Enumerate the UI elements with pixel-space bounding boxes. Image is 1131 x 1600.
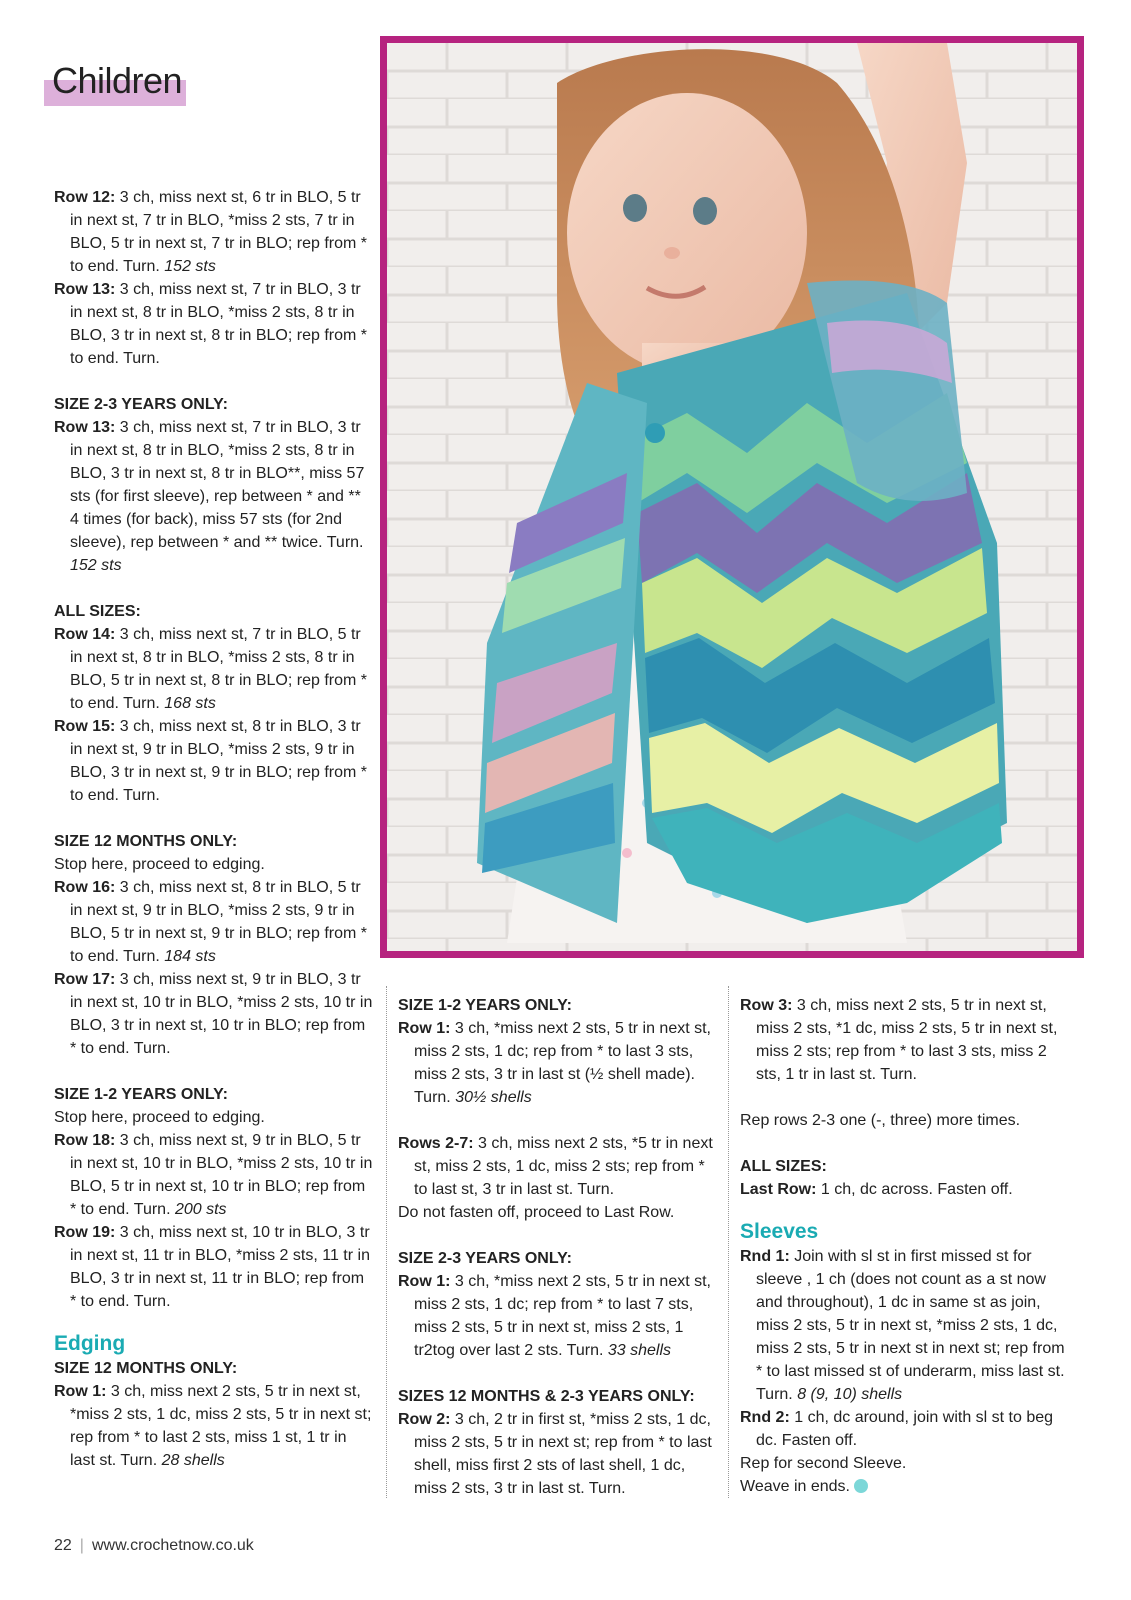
- size-heading: SIZE 12 MONTHS ONLY:: [54, 833, 238, 850]
- size-heading: ALL SIZES:: [54, 603, 141, 620]
- size-heading: SIZES 12 MONTHS & 2-3 YEARS ONLY:: [398, 1388, 695, 1405]
- instruction-row: Row 17: 3 ch, miss next st, 9 tr in BLO, 3 tr in next st, 10 tr in BLO, *miss 2 sts, 10 tr in BLO, 3 tr in next st, 10 tr in BLO; rep from * to end. Turn.: [54, 971, 373, 1057]
- size-heading: SIZE 12 MONTHS ONLY:: [54, 1360, 238, 1377]
- website-link[interactable]: www.crochetnow.co.uk: [91, 1537, 254, 1554]
- note-text: Stop here, proceed to edging.: [54, 1109, 265, 1126]
- note-text: Weave in ends.: [740, 1475, 1070, 1498]
- photo: [380, 36, 1084, 958]
- column-2: [398, 994, 716, 1500]
- size-heading: SIZE 1-2 YEARS ONLY:: [54, 1086, 228, 1103]
- instruction-row: Row 14: 3 ch, miss next st, 7 tr in BLO, 5 tr in next st, 8 tr in BLO, *miss 2 sts, 8 tr in BLO, 5 tr in next st, 8 tr in BLO; rep from * to end. Turn. 168 sts: [54, 626, 367, 712]
- size-heading: SIZE 2-3 YEARS ONLY:: [54, 396, 228, 413]
- child-cardigan-photo: [387, 43, 1077, 951]
- note-text: Stop here, proceed to edging.: [54, 856, 265, 873]
- yarn-ball-icon: [854, 1479, 868, 1493]
- size-heading: SIZE 1-2 YEARS ONLY:: [398, 997, 572, 1014]
- instruction-row: Row 1: 3 ch, miss next 2 sts, 5 tr in next st, *miss 2 sts, 1 dc, miss 2 sts, 5 tr in next st; rep from * to last 2 sts, miss 1 st, 1 tr in last st. Turn. 28 shells: [54, 1383, 372, 1469]
- note-text: Rep for second Sleeve.: [740, 1455, 907, 1472]
- instruction-row: Row 13: 3 ch, miss next st, 7 tr in BLO, 3 tr in next st, 8 tr in BLO, *miss 2 sts, 8 tr in BLO, 3 tr in next st, 8 tr in BLO**, miss 57 sts (for first sleeve), rep between * and ** 4 times (for back), miss 57 sts (for 2nd sleeve), rep between * and ** twice. Turn. 152 sts: [54, 419, 365, 574]
- section-title: Children: [52, 60, 183, 101]
- instruction-row: Rows 2-7: 3 ch, miss next 2 sts, *5 tr in next st, miss 2 sts, 1 dc, miss 2 sts; rep from * to last st, 3 tr in last st. Turn.: [398, 1135, 713, 1198]
- instruction-row: Row 3: 3 ch, miss next 2 sts, 5 tr in next st, miss 2 sts, *1 dc, miss 2 sts, 5 tr in next st, miss 2 sts; rep from * to last 3 sts, miss 2 sts, 1 tr in last st. Turn.: [740, 997, 1058, 1083]
- instruction-row: Row 12: 3 ch, miss next st, 6 tr in BLO, 5 tr in next st, 7 tr in BLO, *miss 2 sts, 7 tr in BLO, 5 tr in next st, 7 tr in BLO; rep from * to end. Turn. 152 sts: [54, 189, 367, 275]
- instruction-row: Row 19: 3 ch, miss next st, 10 tr in BLO, 3 tr in next st, 11 tr in BLO, *miss 2 sts, 11 tr in BLO, 3 tr in next st, 11 tr in BLO; rep from * to end. Turn.: [54, 1224, 370, 1310]
- page-footer: 22 | www.crochetnow.co.uk: [54, 1537, 254, 1554]
- instruction-row: Rnd 2: 1 ch, dc around, join with sl st to beg dc. Fasten off.: [740, 1409, 1054, 1449]
- instruction-row: Row 1: 3 ch, *miss next 2 sts, 5 tr in next st, miss 2 sts, 1 dc; rep from * to last 7 sts, miss 2 sts, 5 tr in next st, miss 2 sts, 1 tr2tog over last 2 sts. Turn. 33 shells: [398, 1273, 711, 1359]
- instruction-row: Row 13: 3 ch, miss next st, 7 tr in BLO, 3 tr in next st, 8 tr in BLO, *miss 2 sts, 8 tr in BLO, 3 tr in next st, 8 tr in BLO; rep from * to end. Turn.: [54, 281, 367, 367]
- note-text: Rep rows 2-3 one (-, three) more times.: [740, 1112, 1021, 1129]
- instruction-row: Row 18: 3 ch, miss next st, 9 tr in BLO, 5 tr in next st, 10 tr in BLO, *miss 2 sts, 10 tr in BLO, 5 tr in next st, 10 tr in BLO; rep from * to end. Turn. 200 sts: [54, 1132, 373, 1218]
- column-1: [54, 186, 374, 1472]
- instruction-row: Row 2: 3 ch, 2 tr in first st, *miss 2 sts, 1 dc, miss 2 sts, 5 tr in next st; rep from * to last shell, miss first 2 sts of last shell, 1 dc, miss 2 sts, 3 tr in last st. Turn.: [398, 1411, 712, 1497]
- instruction-row: Row 16: 3 ch, miss next st, 8 tr in BLO, 5 tr in next st, 9 tr in BLO, *miss 2 sts, 9 tr in BLO, 5 tr in next st, 9 tr in BLO; rep from * to end. Turn. 184 sts: [54, 879, 367, 965]
- note-text: Do not fasten off, proceed to Last Row.: [398, 1204, 675, 1221]
- instruction-row: Row 15: 3 ch, miss next st, 8 tr in BLO, 3 tr in next st, 9 tr in BLO, *miss 2 sts, 9 tr in BLO, 3 tr in next st, 9 tr in BLO; rep from * to end. Turn.: [54, 718, 367, 804]
- instruction-row: Rnd 1: Join with sl st in first missed st for sleeve , 1 ch (does not count as a st now and throughout), 1 dc in same st as join, miss 2 sts, 5 tr in next st, *miss 2 sts, 1 dc, miss 2 sts, 5 tr in next st in next st; rep from * to last missed st of underarm, miss last st. Turn. 8 (9, 10) shells: [740, 1248, 1065, 1403]
- column-divider: [728, 986, 729, 1498]
- instruction-row: Row 1: 3 ch, *miss next 2 sts, 5 tr in next st, miss 2 sts, 1 dc; rep from * to last 3 sts, miss 2 sts, 3 tr in last st (½ shell made). Turn. 30½ shells: [398, 1020, 711, 1106]
- size-heading: SIZE 2-3 YEARS ONLY:: [398, 1250, 572, 1267]
- column-divider: [386, 986, 387, 1498]
- section-heading: Edging: [54, 1332, 126, 1355]
- instruction-row: Last Row: 1 ch, dc across. Fasten off.: [740, 1181, 1013, 1198]
- column-3: [740, 994, 1070, 1498]
- size-heading: ALL SIZES:: [740, 1158, 827, 1175]
- section-heading: Sleeves: [740, 1220, 819, 1243]
- page-number: 22: [54, 1537, 72, 1554]
